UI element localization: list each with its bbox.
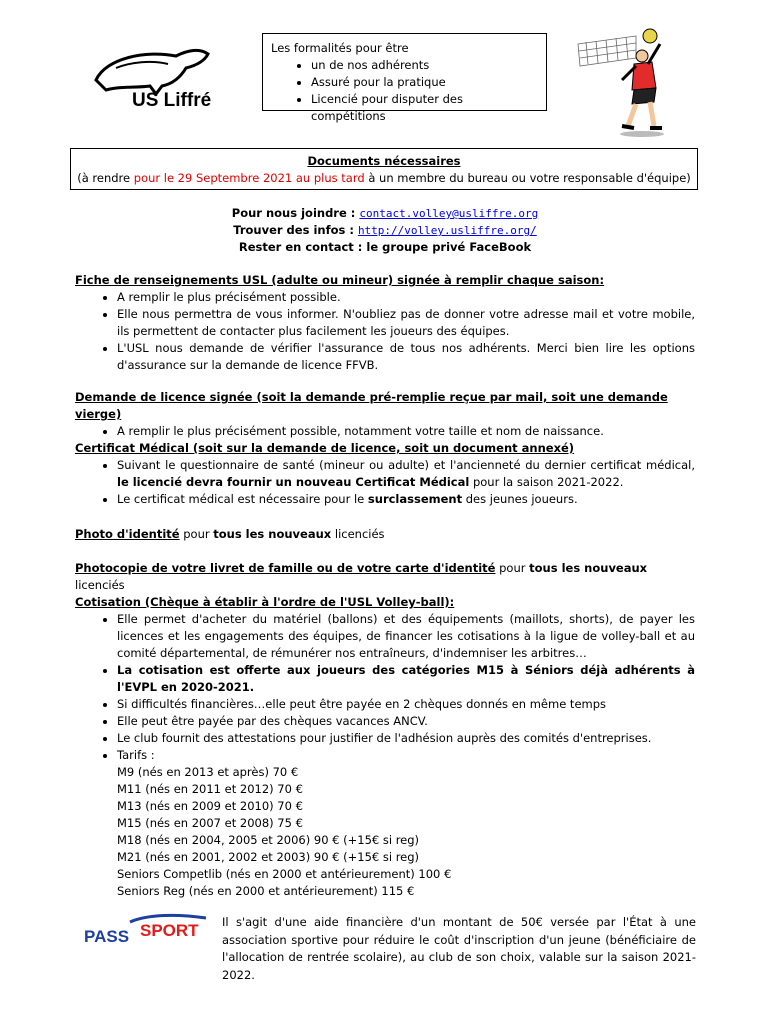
intro-item: • Licencié pour disputer des compétitions [311,91,538,125]
list-item: • Elle permet d'acheter du matériel (ballons) et des équipements (maillots, shorts), de payer les licences et les engagements des équipes, de financer les cotisations à la ligue de volley-ball et au comité départemental, de rémunérer nos entraîneurs, d'indemniser les arbitres… [117,611,695,662]
list-item: • Le club fournit des attestations pour justifier de l'adhésion auprès des comités d'entreprises. [117,730,695,747]
cotisation-list [75,611,695,764]
contact-stay [0,239,770,256]
section-cotisation [75,594,695,900]
pass-sport-text: Il s'agit d'une aide financière d'un montant de 50€ versée par l'État à une association sportive pour réduire le coût d'inscription d'un jeune (bénéficiaire de l'allocation de rentrée scolaire), au club de son choix, valable sur la saison 2021-2022. [222,915,696,982]
photocopie-bold: tous les nouveaux [529,561,648,575]
photocopie-title: Photocopie de votre livret de famille ou de votre carte d'identité [75,561,496,575]
tarif-item: M18 (nés en 2004, 2005 et 2006) 90 € (+15€ si reg) [117,833,420,847]
intro-list [271,57,538,125]
section-certificat [75,440,695,508]
photo-mid: pour [183,527,210,541]
pass-logo-left: PASS [84,927,130,946]
tarif-item: Seniors Reg (nés en 2000 et antérieurement) 115 € [117,884,415,898]
contact-join [0,205,770,222]
deadline-start: (à rendre [77,171,131,185]
list-item: • La cotisation est offerte aux joueurs des catégories M15 à Séniors déjà adhérents à l'EVPL en 2020-2021. [117,662,695,696]
cert-item1-start: Suivant le questionnaire de santé (mineur ou adulte) et l'ancienneté du dernier certificat médical, [117,458,695,472]
cotisation-title: Cotisation (Chèque à établir à l'ordre de l'USL Volley-ball): [75,595,455,609]
contacts [0,205,770,256]
cert-item2-start: Le certificat médical est nécessaire pour le [117,492,365,506]
tarif-item: M11 (nés en 2011 et 2012) 70 € [117,782,303,796]
section-photo [75,526,695,543]
cert-item2-bold: surclassement [367,492,463,506]
website-link[interactable]: http://volley.usliffre.org/ [357,224,537,237]
list-item: • A remplir le plus précisément possible. [117,289,695,306]
tarif-item: M13 (nés en 2009 et 2010) 70 € [117,799,303,813]
list-item [117,491,695,508]
list-item: • A remplir le plus précisément possible, notamment votre taille et nom de naissance. [117,423,695,440]
stay-label: Rester en contact : [238,240,363,254]
join-label: Pour nous joindre : [231,206,356,220]
photocopie-end: licenciés [75,578,125,592]
tarifs-list [75,764,695,900]
cert-item1-bold: le licencié devra fournir un nouveau Certificat Médical [117,475,470,489]
contact-info [0,222,770,239]
list-item: • L'USL nous demande de vérifier l'assurance de tous nos adhérents. Merci bien lire les options d'assurance sur la demande de licence FFVB. [117,340,695,374]
list-item [117,457,695,491]
info-label: Trouver des infos : [233,223,354,237]
logo-text: US Liffré [132,90,212,111]
documents-title: Documents nécessaires [307,154,461,168]
stay-value: le groupe privé FaceBook [366,240,532,254]
photocopie-mid: pour [499,561,526,575]
volleyball-player-illustration [576,22,686,142]
fiche-list [75,289,695,374]
certificat-title: Certificat Médical (soit sur la demande de licence, soit un document annexé) [75,441,575,455]
intro-box [262,33,547,123]
email-link[interactable]: contact.volley@usliffre.org [359,207,539,220]
deadline-end: à un membre du bureau ou votre responsable d'équipe) [368,171,691,185]
photo-end: licenciés [334,527,385,541]
intro-item: • Assuré pour la pratique [311,74,538,91]
list-item: • Elle nous permettra de vous informer. N'oubliez pas de donner votre adresse mail et votre mobile, ils permettent de contacter plus facilement les joueurs des équipes. [117,306,695,340]
deadline-date: pour le 29 Septembre 2021 au plus tard [133,171,365,185]
pass-logo-right: SPORT [140,921,199,940]
list-item: • Si difficultés financières…elle peut être payée en 2 chèques donnés en même temps [117,696,695,713]
photo-bold: tous les nouveaux [213,527,332,541]
documents-box [70,148,698,190]
tarif-item: M9 (nés en 2013 et après) 70 € [117,765,299,779]
section-licence [75,389,695,440]
licence-list [75,423,695,440]
licence-title: Demande de licence signée (soit la demande pré-remplie reçue par mail, soit une demande vierge) [75,390,668,421]
documents-deadline [71,170,697,187]
tarif-item: M21 (nés en 2001, 2002 et 2003) 90 € (+15€ si reg) [117,850,420,864]
cert-item2-end: des jeunes joueurs. [465,492,578,506]
list-item: • Tarifs : [117,747,695,764]
intro-item: • un de nos adhérents [311,57,538,74]
fiche-title: Fiche de renseignements USL (adulte ou mineur) signée à remplir chaque saison: [75,273,605,287]
us-liffre-logo [76,28,224,112]
certificat-list [75,457,695,508]
photo-title: Photo d'identité [75,527,180,541]
section-photocopie [75,560,695,594]
pass-sport-logo [78,912,213,948]
section-fiche [75,272,695,374]
intro-title: Les formalités pour être [271,41,409,55]
cert-item1-end: pour la saison 2021-2022. [472,475,624,489]
tarif-item: M15 (nés en 2007 et 2008) 75 € [117,816,303,830]
tarif-item: Seniors Competlib (nés en 2000 et antérieurement) 100 € [117,867,452,881]
list-item: • Elle peut être payée par des chèques vacances ANCV. [117,713,695,730]
